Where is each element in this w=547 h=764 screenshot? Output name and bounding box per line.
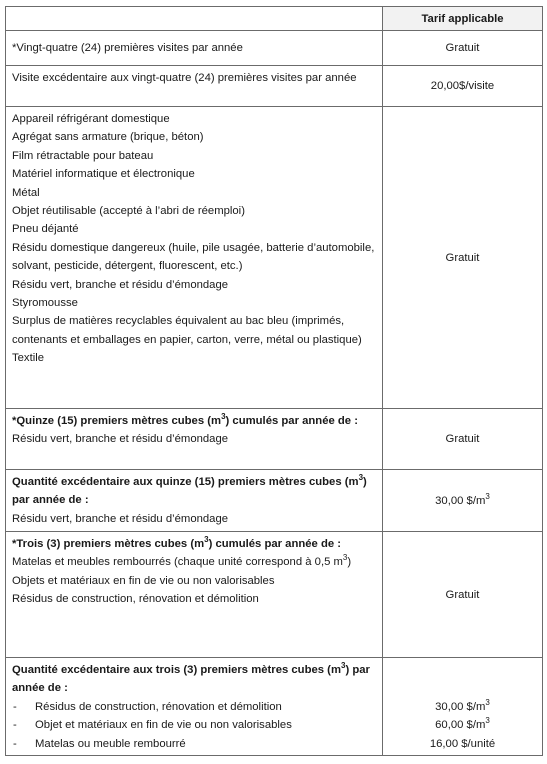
header-blank-cell	[6, 7, 383, 31]
section-title: Quantité excédentaire aux quinze (15) premiers mètres cubes $(m^3)$ par année de :	[12, 473, 367, 507]
material-item: Résidu vert, branche et résidu d’émondage	[12, 278, 229, 291]
rate-cell: 20,00$/visite	[383, 66, 543, 107]
rate-cell: Gratuit	[383, 532, 543, 658]
section-title: Quantité excédentaire aux trois (3) premiers mètres cubes $(m^3)$ par année de :	[12, 661, 370, 695]
section-title: *Trois (3) premiers mètres cubes $(m^3)$ cumulés par année de :	[12, 535, 342, 550]
bullet-dash: -	[13, 737, 17, 750]
section-item: Matelas et meubles rembourrés (chaque unité correspond à 0,5 $m^3$)	[12, 553, 352, 569]
rate-line: 30,00 $\$/m^3$	[435, 698, 490, 713]
material-item: Film rétractable pour bateau	[12, 149, 154, 162]
rate-line: 16,00 $/unité	[429, 737, 496, 750]
material-item: Métal	[12, 186, 40, 199]
rate-line: 60,00 $\$/m^3$	[435, 716, 490, 732]
section-item: Objets et matériaux en fin de vie ou non valorisables	[12, 574, 275, 587]
section-item: Résidu vert, branche et résidu d’émondage	[12, 433, 229, 446]
quinze-excess-row	[6, 470, 543, 532]
table-row	[6, 66, 543, 107]
list-item: - Résidus de construction, rénovation et démolition	[12, 698, 376, 716]
trois-row	[6, 532, 543, 658]
material-item: Pneu déjanté	[12, 223, 79, 236]
material-item: Matériel informatique et électronique	[12, 168, 195, 181]
material-item: Agrégat sans armature (brique, béton)	[12, 131, 204, 144]
rate-cell: Gratuit	[383, 31, 543, 66]
rate-cell: Gratuit	[383, 107, 543, 409]
table-row	[6, 31, 543, 66]
material-item: Textile	[12, 352, 45, 365]
row-label: *Vingt-quatre (24) premières visites par année	[12, 42, 243, 55]
material-item: Surplus de matières recyclables équivalent au bac bleu (imprimés, contenants et emballages en papier, carton, verre, métal ou plastique)	[12, 315, 362, 346]
bullet-dash: -	[13, 700, 17, 713]
material-item: Résidu domestique dangereux (huile, pile usagée, batterie d’automobile, solvant, pesticide, détergent, fluorescent, etc.)	[12, 241, 375, 273]
section-item: Résidu vert, branche et résidu d’émondage	[12, 512, 229, 525]
row-label: Visite excédentaire aux vingt-quatre (24) premières visites par année	[12, 72, 357, 84]
list-item: - Objet et matériaux en fin de vie ou non valorisables	[12, 716, 376, 734]
bullet-dash: -	[13, 719, 17, 732]
list-item: - Matelas ou meuble rembourré	[12, 735, 376, 753]
section-title: *Quinze (15) premiers mètres cubes $(m^3)$ cumulés par année de :	[12, 412, 358, 427]
tariff-table	[5, 6, 543, 756]
quinze-row	[6, 409, 543, 470]
rate-cell: Gratuit	[383, 409, 543, 470]
trois-excess-row	[6, 658, 543, 756]
header-row	[6, 7, 543, 31]
header-rate-cell: Tarif applicable	[383, 7, 543, 31]
section-item: Résidus de construction, rénovation et démolition	[12, 593, 259, 606]
material-item: Objet réutilisable (accepté à l’abri de réemploi)	[12, 205, 245, 218]
rate-cell: 30,00 $\$/m^3$	[383, 470, 543, 532]
material-item: Styromousse	[12, 297, 78, 310]
materials-row	[6, 107, 543, 409]
material-item: Appareil réfrigérant domestique	[12, 113, 170, 125]
rate-cell	[383, 658, 543, 756]
